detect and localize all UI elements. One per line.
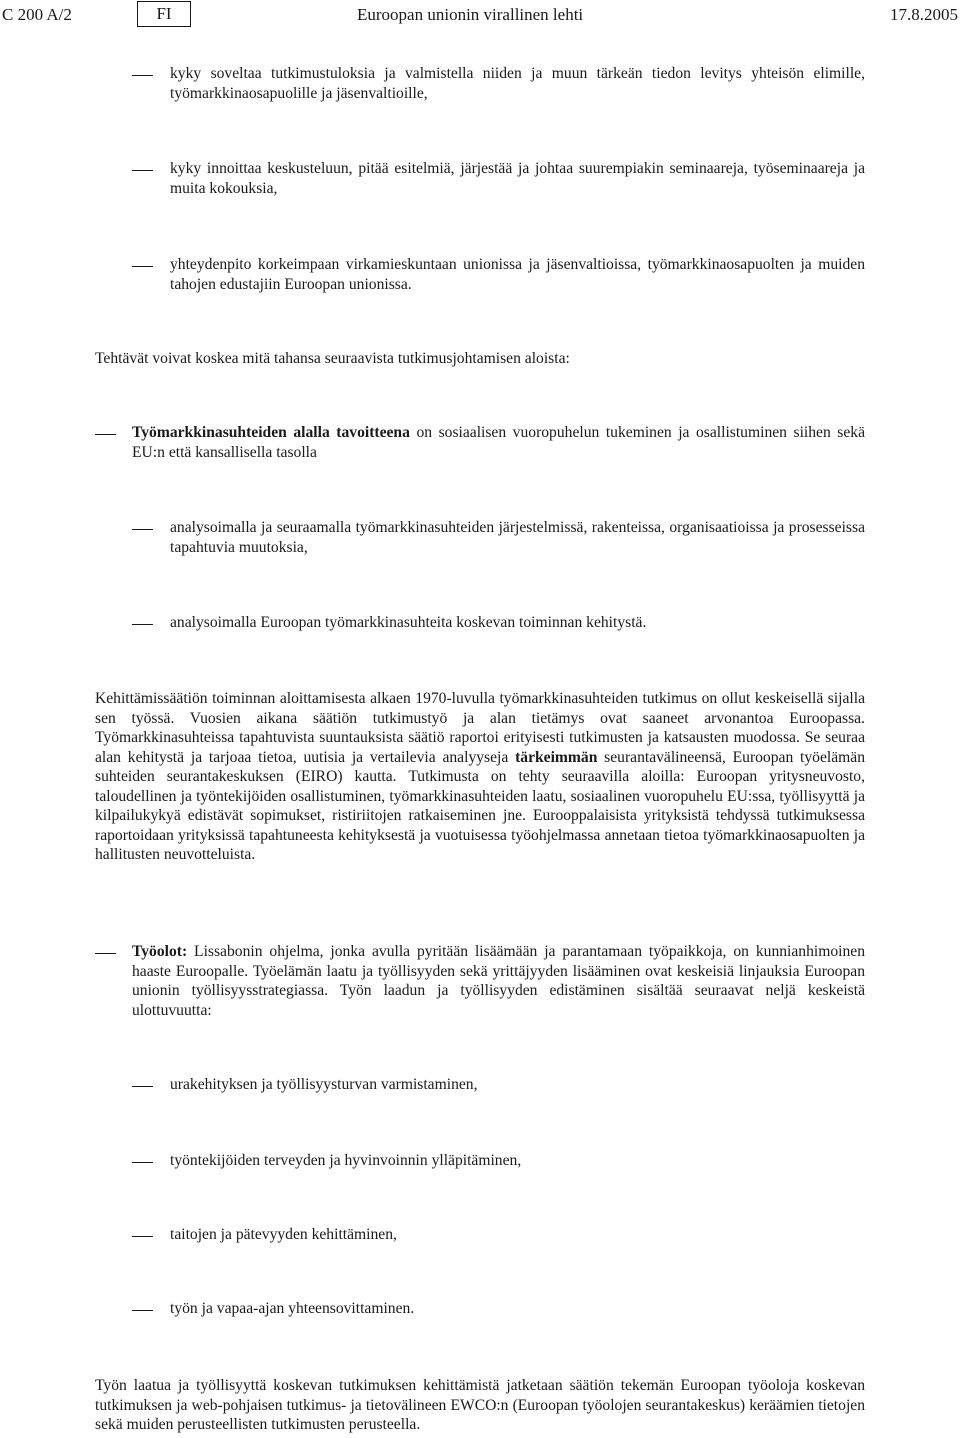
series-number: C 200 A/2: [2, 5, 72, 24]
page-header: [0, 0, 960, 30]
section-working-conditions: [132, 942, 865, 1020]
dash-bullet: [132, 1236, 153, 1237]
section-text: Lissabonin ohjelma, jonka avulla pyritään lisäämään ja parantamaan työpaikkoja, on kunnianhimoinen haaste Euroopalle. Työelämän laatu ja työllisyyden sekä yrittäjyyden lisääminen ovat keskeisiä linjauksia Euroopan unionin työllisyysstrategiassa. Työn laadun ja työllisyyden edistäminen sisältää seuraavat neljä keskeistä ulottuvuutta:: [132, 943, 865, 1019]
intro-text: Tehtävät voivat koskea mitä tahansa seuraavista tutkimusjohtamisen aloista:: [95, 350, 570, 367]
dash-bullet: [132, 266, 153, 267]
section-heading: Työmarkkinasuhteiden alalla tavoitteena: [132, 424, 410, 441]
list-item: työntekijöiden terveyden ja hyvinvoinnin ylläpitäminen,: [170, 1152, 522, 1169]
list-item: analysoimalla Euroopan työmarkkinasuhteita koskevan toiminnan kehitystä.: [170, 614, 647, 631]
dash-bullet: [132, 624, 153, 625]
journal-title: Euroopan unionin virallinen lehti: [357, 5, 584, 24]
dash-bullet: [132, 1086, 153, 1087]
dash-bullet: [132, 170, 153, 171]
list-item: kyky innoittaa keskusteluun, pitää esitelmiä, järjestää ja johtaa suurempiakin seminaareja, työseminaareja ja muita kokouksia,: [170, 160, 865, 197]
paragraph-text: seurantavälineensä, Euroopan työelämän suhteiden seurantakeskuksen (EIRO) kautta. Tutkimusta on tehty seuraavilla aloilla: Euroopan yritysneuvosto, taloudellinen ja työntekijöiden osallistuminen, työmarkkinasuhteiden laatu, sosiaalinen vuoropuhelu EU:ssa, työllisyyttä ja kilpailukykyä edistävät sopimukset, ristiriitojen ratkaiseminen jne. Eurooppalaisista yrityksistä tehdyssä tutkimuksessa raportoidaan yrityksissä tapahtuneesta kehityksestä ja vuotuisessa työohjelmassa annetaan tietoa työmarkkinaosapuolten ja hallitusten neuvotteluista.: [95, 748, 865, 863]
list-item: yhteydenpito korkeimpaan virkamieskuntaan unionissa ja jäsenvaltioissa, työmarkkinaosapuolten ja muiden tahojen edustajiin Euroopan unionissa.: [170, 256, 865, 293]
dash-bullet: [132, 1310, 153, 1311]
body-paragraph: Työn laatua ja työllisyyttä koskevan tutkimuksen kehittämistä jatketaan säätiön tekemän Euroopan työoloja koskevan tutkimuksen ja web-pohjaisen tutkimus- ja tietovälineen EWCO:n (Euroopan työolojen seurantakeskus) keräämien tietojen sekä muiden perusteellisten tutkimusten perusteella.: [95, 1377, 865, 1433]
paragraph-text: Kehittämissäätiön toiminnan aloittamisesta alkaen 1970-luvulla työmarkkinasuhteiden tutkimus on ollut keskeisellä sijalla sen työssä. Vuosien aikana säätiön tutkimustyö ja alan tietämys ovat saaneet arvonantoa Euroopassa. Työmarkkinasuhteissa tapahtuvista suuntauksista säätiö raportoi erityisesti tutkimusten ja katsausten muodossa. Se seuraa alan kehitystä ja tarjoaa tietoa, uutisia ja vertailevia analyyseja: [95, 690, 865, 766]
list-item: analysoimalla ja seuraamalla työmarkkinasuhteiden järjestelmissä, rakenteissa, organisaatioissa ja prosesseissa tapahtuvia muutoksia,: [170, 519, 865, 556]
publication-date: 17.8.2005: [890, 5, 958, 24]
list-item: työn ja vapaa-ajan yhteensovittaminen.: [170, 1300, 415, 1317]
section-heading: Työolot:: [132, 943, 188, 960]
section-industrial-relations: [132, 423, 865, 462]
emphasis-text: tärkeimmän: [515, 748, 598, 766]
dash-bullet: [95, 434, 116, 435]
list-item: taitojen ja pätevyyden kehittäminen,: [170, 1226, 397, 1243]
language-code-box: FI: [137, 1, 191, 27]
list-item: urakehityksen ja työllisyysturvan varmistaminen,: [170, 1076, 478, 1093]
dash-bullet: [132, 529, 153, 530]
list-item: kyky soveltaa tutkimustuloksia ja valmistella niiden ja muun tärkeän tiedon levitys yhteisön elimille, työmarkkinaosapuolille ja jäsenvaltioille,: [170, 65, 865, 102]
section-text: on sosiaalisen vuoropuhelun tukeminen ja osallistuminen siihen sekä EU:n että kansallisella tasolla: [132, 424, 865, 461]
dash-bullet: [132, 1162, 153, 1163]
dash-bullet: [95, 953, 116, 954]
body-paragraph: [95, 689, 865, 865]
dash-bullet: [132, 75, 153, 76]
